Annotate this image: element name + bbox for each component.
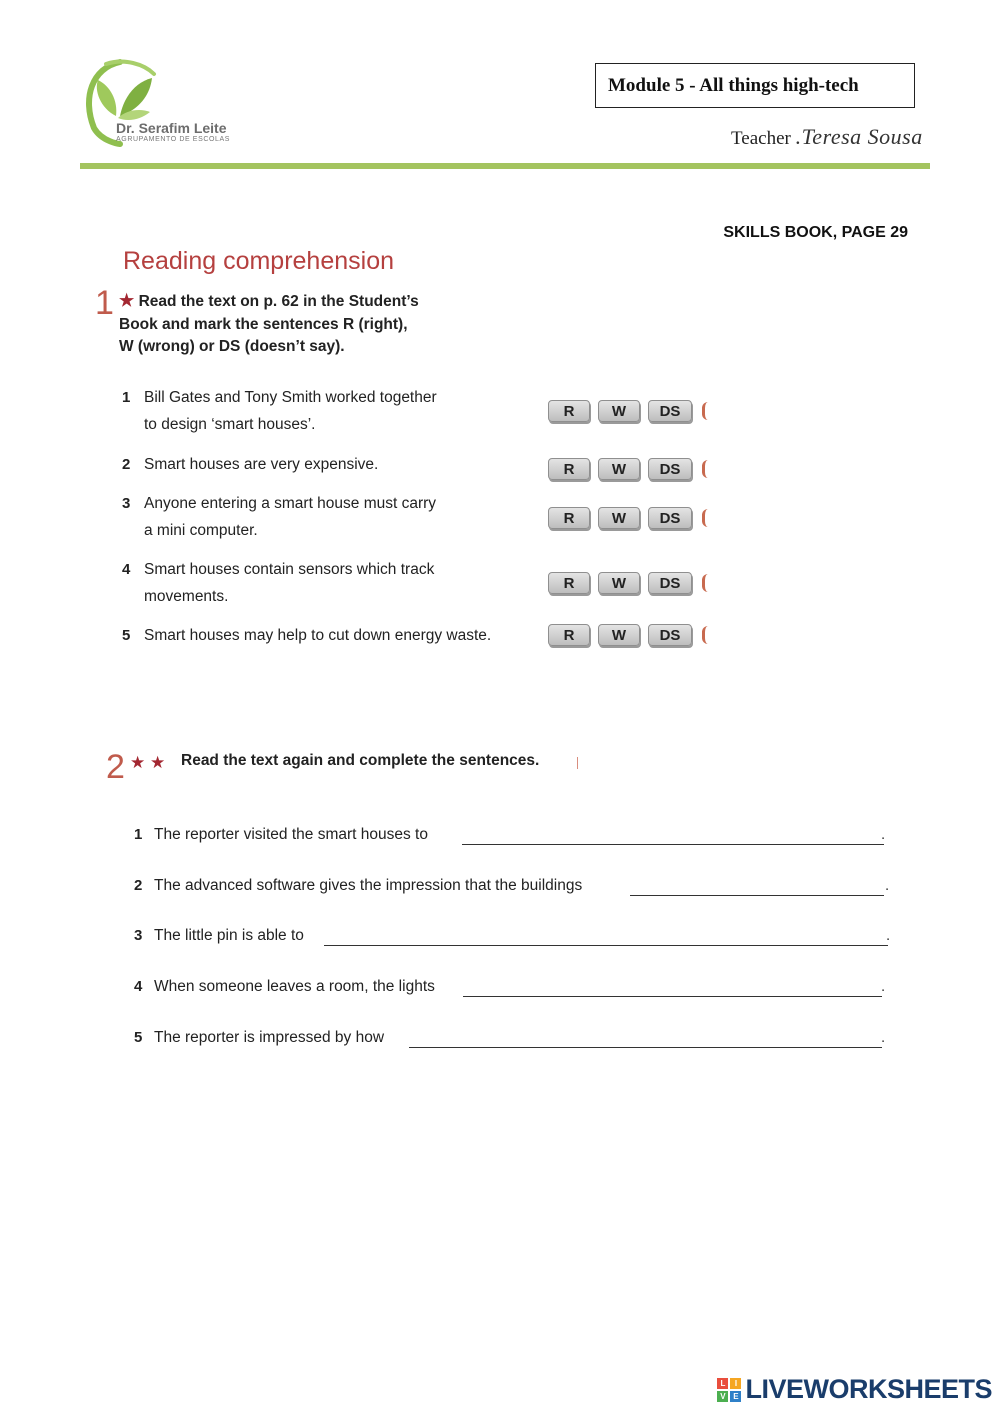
bracket-icon: [702, 509, 710, 527]
rw-options-3: [548, 507, 710, 529]
option-ds-button[interactable]: DS: [648, 624, 692, 646]
rw-options-1: [548, 400, 710, 422]
module-title-box: [595, 63, 915, 108]
option-ds-button[interactable]: DS: [648, 400, 692, 422]
option-w-button[interactable]: W: [598, 458, 640, 480]
answer-input[interactable]: [409, 1027, 882, 1048]
skills-book-reference: SKILLS BOOK, PAGE 29: [723, 224, 908, 241]
option-r-button[interactable]: R: [548, 572, 590, 594]
bracket-icon: [702, 402, 710, 420]
rw-options-5: [548, 624, 710, 646]
section-title: Reading comprehension: [123, 247, 395, 275]
option-w-button[interactable]: W: [598, 400, 640, 422]
brand-name: LIVEWORKSHEETS: [745, 1374, 992, 1404]
answer-input[interactable]: [324, 925, 888, 946]
answer-input[interactable]: [630, 875, 884, 896]
bracket-icon: [702, 574, 710, 592]
school-subtitle: AGRUPAMENTO DE ESCOLAS: [116, 136, 231, 143]
exercise-2-number: 2: [106, 748, 125, 786]
bracket-icon: [702, 460, 710, 478]
teacher-line: [731, 124, 923, 150]
option-r-button[interactable]: R: [548, 624, 590, 646]
exercise-2-instruction: Read the text again and complete the sentences.: [181, 752, 540, 769]
option-w-button[interactable]: W: [598, 507, 640, 529]
option-r-button[interactable]: R: [548, 458, 590, 480]
exercise-1-number: 1: [95, 284, 114, 322]
option-w-button[interactable]: W: [598, 572, 640, 594]
answer-input[interactable]: [463, 976, 882, 997]
teacher-label: Teacher: [731, 128, 791, 149]
header-divider: [80, 163, 930, 169]
option-r-button[interactable]: R: [548, 507, 590, 529]
stars-icon: ★ ★: [130, 753, 166, 772]
rw-options-2: [548, 458, 710, 480]
liveworksheets-brand: [717, 1374, 992, 1405]
teacher-signature: .Teresa Sousa: [795, 124, 923, 149]
option-ds-button[interactable]: DS: [648, 458, 692, 480]
bracket-icon: [702, 626, 710, 644]
module-title: Module 5 - All things high-tech: [608, 74, 859, 96]
option-ds-button[interactable]: DS: [648, 572, 692, 594]
star-icon: ★: [119, 291, 135, 310]
option-w-button[interactable]: W: [598, 624, 640, 646]
option-ds-button[interactable]: DS: [648, 507, 692, 529]
answer-input[interactable]: [462, 824, 884, 845]
divider-mark: [577, 757, 578, 769]
school-name: Dr. Serafim Leite: [116, 120, 227, 136]
exercise-1-instruction: ★ Read the text on p. 62 in the Student’s Book and mark the sentences R (right), W (wrong) or DS (doesn’t say).: [119, 291, 419, 355]
option-r-button[interactable]: R: [548, 400, 590, 422]
liveworksheets-logo-icon: L I V E: [717, 1378, 741, 1402]
rw-options-4: [548, 572, 710, 594]
